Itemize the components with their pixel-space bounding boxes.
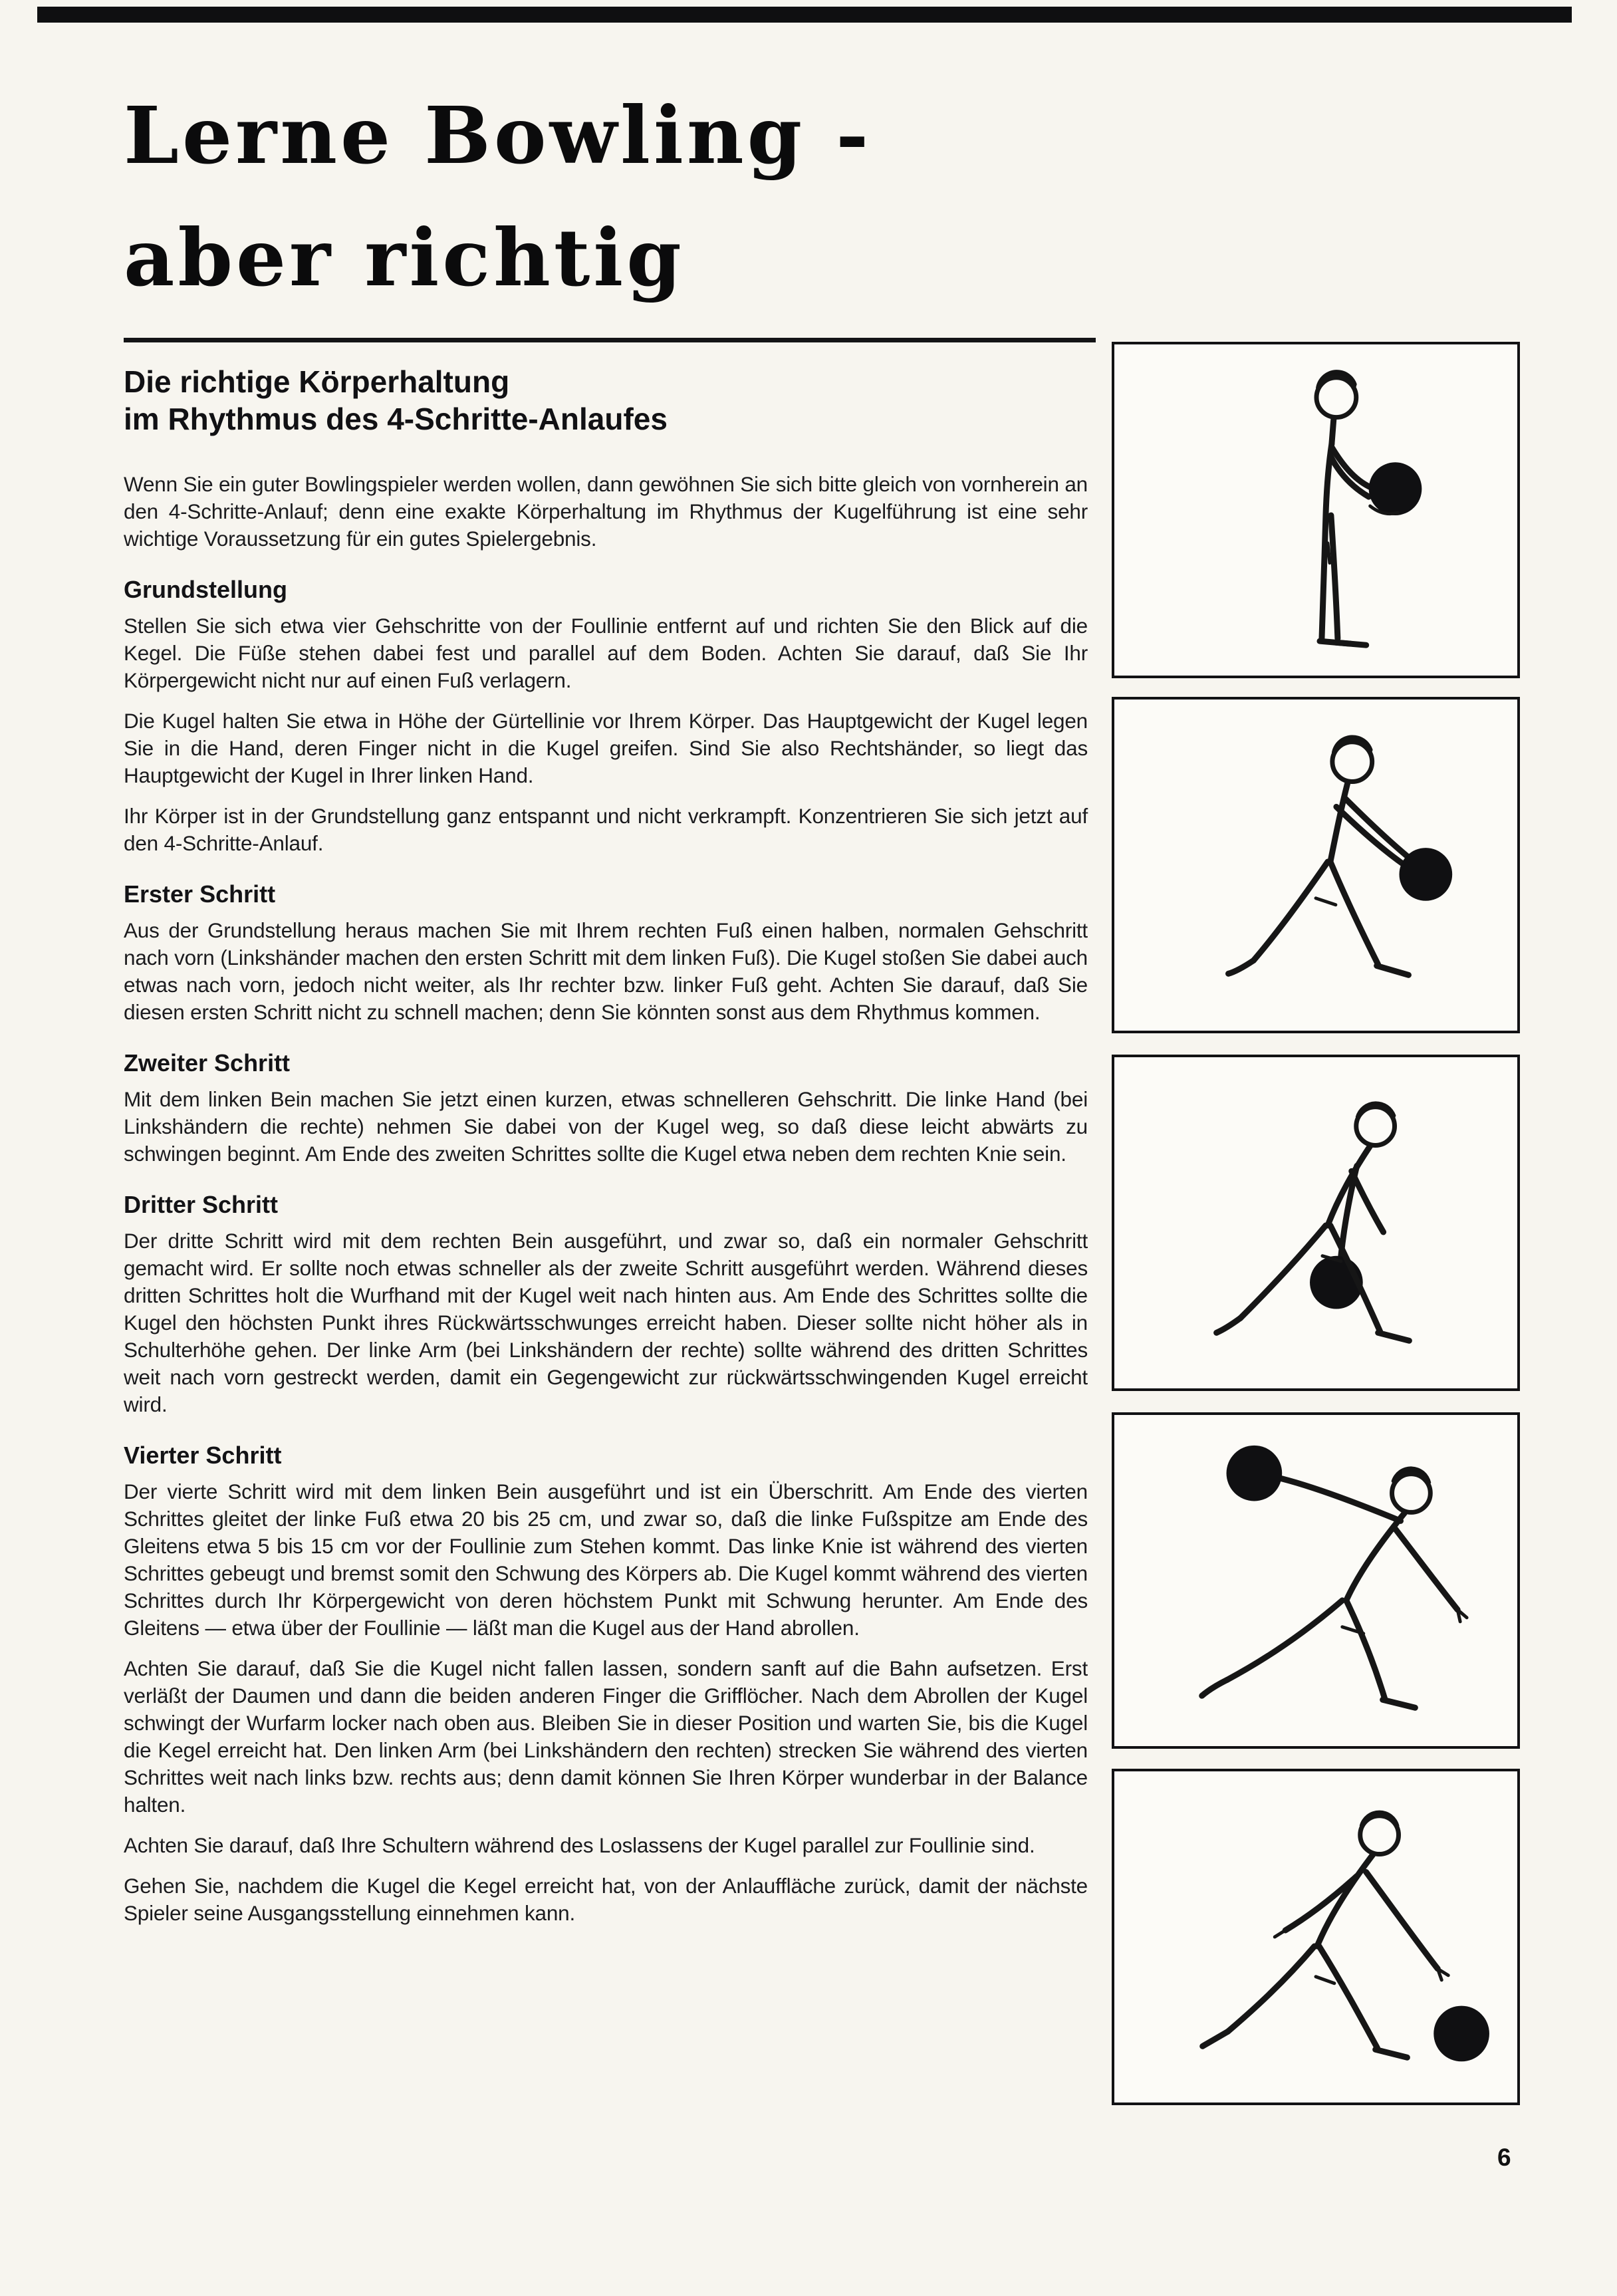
page-title-line-1: Lerne Bowling - [124,89,872,182]
article-text-column [124,363,1088,1940]
body-paragraph: Die Kugel halten Sie etwa in Höhe der Gürtellinie vor Ihrem Körper. Das Hauptgewicht der Kugel legen Sie in die Hand, deren Finger nicht in die Kugel greifen. Sind Sie also Rechtshänder, so liegt das Hauptgewicht der Kugel in Ihrer linken Hand. [124,709,1088,787]
sections [124,471,1088,1927]
figure-box-vierter-schritt [1112,1769,1520,2105]
bowler-release-illustration [1114,1771,1517,2103]
article-heading-line-2: im Rhythmus des 4-Schritte-Anlaufes [124,402,668,436]
top-rule-bar [37,7,1572,23]
article-heading-line-1: Die richtige Körperhaltung [124,364,510,399]
section-heading: Grundstellung [124,576,287,603]
page-title [124,74,872,319]
body-paragraph: Achten Sie darauf, daß Ihre Schultern während des Loslassens der Kugel parallel zur Foullinie sind. [124,1833,1035,1857]
body-paragraph: Ihr Körper ist in der Grundstellung ganz entspannt und nicht verkrampft. Konzentrieren Sie sich jetzt auf den 4-Schritte-Anlauf. [124,804,1088,855]
body-paragraph: Der dritte Schritt wird mit dem rechten Bein ausgeführt, und zwar so, daß ein normaler Gehschritt gemacht wird. Er sollte noch etwas schneller als der zweite Schritt ausgeführt werden. Während dieses dritten Schrittes holt die Wurfhand mit der Kugel weit nach hinten aus. Am Ende des Schrittes sollte die Kugel den höchsten Punkt ihres Rückwärtsschwunges erreicht haben. Dieser sollte nicht höher als in Schulterhöhe gehen. Der linke Arm (bei Linkshändern der rechte) sollte während des dritten Schrittes weit nach vorn gestreckt werden, damit ein Gegengewicht zur rückwärtsschwingenden Kugel erreicht wird. [124,1229,1088,1416]
body-paragraph: Achten Sie darauf, daß Sie die Kugel nicht fallen lassen, sondern sanft auf die Bahn aufsetzen. Erst verläßt der Daumen und dann die beiden anderen Finger die Grifflöcher. Nach dem Abrollen der Kugel schwingt der Wurfarm locker nach oben aus. Bleiben Sie in dieser Position und warten Sie, bis die Kugel die Kegel erreicht hat. Den linken Arm (bei Linkshändern den rechten) strecken Sie während des vierten Schrittes weit nach links bzw. rechts aus; denn damit können Sie Ihren Körper wunderbar in der Balance halten. [124,1656,1088,1817]
figure-box-dritter-schritt [1112,1412,1520,1749]
body-paragraph: Aus der Grundstellung heraus machen Sie mit Ihrem rechten Fuß einen halben, normalen Gehschritt nach vorn (Linkshänder machen den ersten Schritt mit dem linken Fuß). Die Kugel stoßen Sie dabei auch etwas nach vorn, jedoch nicht weiter, als Ihr rechter bzw. linker Fuß geht. Achten Sie darauf, daß Sie diesen ersten Schritt nicht zu schnell machen; denn Sie könnten sonst aus dem Rhythmus kommen. [124,918,1088,1024]
bowler-standing-illustration [1114,344,1517,676]
page-title-line-2: aber richtig [124,211,685,304]
figure-box-zweiter-schritt [1112,1055,1520,1391]
body-paragraph: Mit dem linken Bein machen Sie jetzt einen kurzen, etwas schnelleren Gehschritt. Die linke Hand (bei Linkshändern die rechte) nehmen Sie dabei von der Kugel weg, so daß diese leicht abwärts zu schwingen beginnt. Am Ende des zweiten Schrittes sollte die Kugel etwa neben dem rechten Knie sein. [124,1087,1088,1166]
body-paragraph: Der vierte Schritt wird mit dem linken Bein ausgeführt und ist ein Überschritt. Am Ende des vierten Schrittes gleitet der linke Fuß etwa 20 bis 25 cm, und zwar so, daß die linke Fußspitze am Ende des Gleitens etwa 5 bis 15 cm vor der Foullinie zum Stehen kommt. Das linke Knie ist während des vierten Schrittes gebeugt und bremst somit den Schwung des Körpers ab. Die Kugel kommt während des vierten Schrittes durch Ihr Körpergewicht von deren höchstem Punkt mit Schwung herunter. Am Ende des Gleitens — etwa über der Foullinie — läßt man die Kugel aus der Hand abrollen. [124,1479,1088,1640]
body-paragraph: Stellen Sie sich etwa vier Gehschritte von der Foullinie entfernt auf und richten Sie den Blick auf die Kegel. Die Füße stehen dabei fest und parallel auf dem Boden. Achten Sie darauf, daß Sie Ihr Körpergewicht nicht nur auf einen Fuß verlagern. [124,614,1088,692]
section-heading: Dritter Schritt [124,1191,279,1218]
section-heading: Zweiter Schritt [124,1049,291,1077]
figure-box-grundstellung [1112,342,1520,678]
body-paragraph: Gehen Sie, nachdem die Kugel die Kegel erreicht hat, von der Anlauffläche zurück, damit der nächste Spieler seine Ausgangsstellung einnehmen kann. [124,1874,1088,1925]
bowler-backswing-illustration [1114,1415,1517,1746]
article-heading [124,363,1088,438]
bowler-second-step-illustration [1114,1057,1517,1388]
body-paragraph: Wenn Sie ein guter Bowlingspieler werden wollen, dann gewöhnen Sie sich bitte gleich von vornherein an den 4-Schritte-Anlauf; denn eine exakte Körperhaltung im Rhythmus der Kugelführung ist eine sehr wichtige Voraussetzung für ein gutes Spielergebnis. [124,472,1088,551]
section-heading: Erster Schritt [124,880,276,908]
page-number: 6 [1497,2144,1511,2171]
title-divider-rule [124,338,1096,342]
bowler-first-step-illustration [1114,700,1517,1031]
figure-box-erster-schritt [1112,697,1520,1033]
section-heading: Vierter Schritt [124,1442,282,1469]
